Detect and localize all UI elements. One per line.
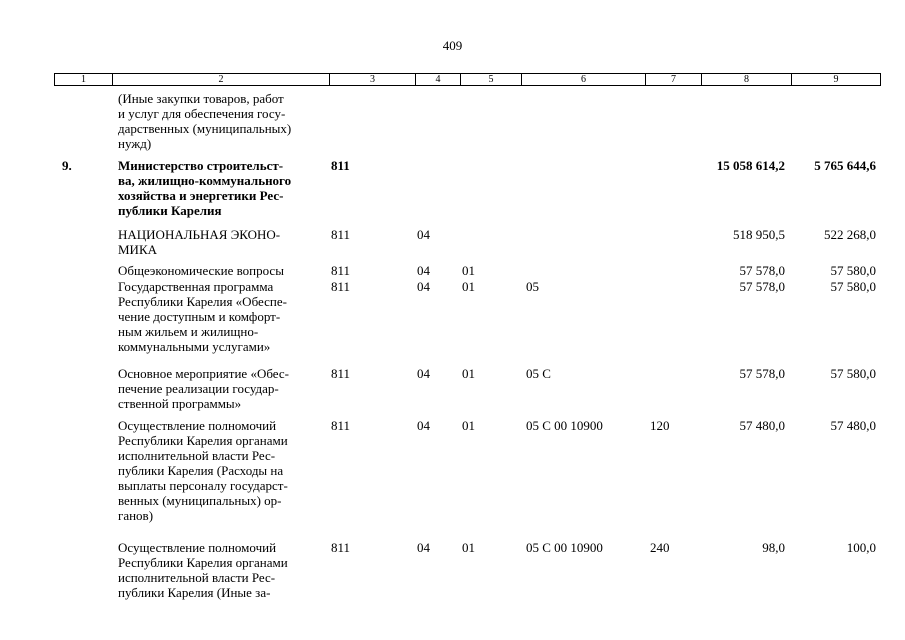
- subsection-code: 01: [462, 366, 475, 381]
- ministry-code: 811: [331, 263, 351, 278]
- row-name-line: Государственная программа: [118, 279, 274, 294]
- amount-col-8: 57 578,0: [739, 279, 785, 294]
- row-name-line: венных (муниципальных) ор-: [118, 493, 282, 508]
- ministry-code: 811: [331, 366, 351, 381]
- row-name-line: Общеэкономические вопросы: [118, 263, 284, 278]
- amount-col-9: 57 580,0: [830, 263, 876, 278]
- row-name-line: МИКА: [118, 242, 158, 257]
- subsection-code: 01: [462, 279, 475, 294]
- section-code: 04: [417, 366, 430, 381]
- section-code: 04: [417, 418, 430, 433]
- row-name: [118, 418, 323, 523]
- ministry-code: 811: [331, 158, 350, 173]
- ministry-code: 811: [331, 540, 351, 555]
- section-code: 04: [417, 279, 430, 294]
- target-article-code: 05: [526, 279, 539, 294]
- row-name-line: публики Карелия (Расходы на: [118, 463, 284, 478]
- row-name-line: Осуществление полномочий: [118, 540, 277, 555]
- row-name-line: Республики Карелия органами: [118, 555, 288, 570]
- amount-col-8: 15 058 614,2: [716, 158, 785, 173]
- amount-col-8: 57 578,0: [739, 263, 785, 278]
- amount-col-8: 98,0: [762, 540, 785, 555]
- amount-col-8: 57 480,0: [739, 418, 785, 433]
- row-name-line: Осуществление полномочий: [118, 418, 277, 433]
- row-name-line: ва, жилищно-коммунального: [118, 173, 292, 188]
- row-name-line: и услуг для обеспечения госу-: [118, 106, 286, 121]
- header-col-1: 1: [81, 74, 86, 85]
- ministry-code: 811: [331, 227, 351, 242]
- row-number: 9.: [62, 158, 72, 173]
- subsection-code: 01: [462, 418, 475, 433]
- amount-col-9: 57 580,0: [830, 279, 876, 294]
- table-header: [54, 73, 881, 86]
- row-name-line: ственной программы»: [118, 396, 242, 411]
- row-name: [118, 540, 323, 600]
- section-code: 04: [417, 227, 430, 242]
- target-article-code: 05 С 00 10900: [526, 418, 603, 433]
- row-name-line: исполнительной власти Рес-: [118, 448, 276, 463]
- row-name-line: дарственных (муниципальных): [118, 121, 292, 136]
- row-name-line: исполнительной власти Рес-: [118, 570, 276, 585]
- header-col-6: 6: [521, 74, 645, 85]
- row-name-line: нужд): [118, 136, 152, 151]
- row-name: [118, 91, 323, 151]
- row-name-line: Республики Карелия органами: [118, 433, 288, 448]
- ministry-code: 811: [331, 418, 351, 433]
- amount-col-9: 57 480,0: [830, 418, 876, 433]
- row-name-line: коммунальными услугами»: [118, 339, 271, 354]
- row-name-line: НАЦИОНАЛЬНАЯ ЭКОНО-: [118, 227, 281, 242]
- header-col-3: 3: [329, 74, 415, 85]
- header-col-2: 2: [112, 74, 329, 85]
- subsection-code: 01: [462, 540, 475, 555]
- row-name-line: Министерство строительст-: [118, 158, 284, 173]
- amount-col-8: 57 578,0: [739, 366, 785, 381]
- row-name-line: печение реализации государ-: [118, 381, 279, 396]
- amount-col-9: 100,0: [846, 540, 876, 555]
- header-col-7: 7: [645, 74, 701, 85]
- row-name-line: публики Карелия: [118, 203, 222, 218]
- amount-col-8: 518 950,5: [733, 227, 785, 242]
- row-name: [118, 366, 323, 411]
- amount-col-9: 522 268,0: [824, 227, 876, 242]
- header-col-4: 4: [415, 74, 460, 85]
- row-name-line: ганов): [118, 508, 154, 523]
- header-col-9: 9: [791, 74, 880, 85]
- row-name-line: хозяйства и энергетики Рес-: [118, 188, 284, 203]
- row-name: [118, 158, 323, 218]
- page-number: 409: [442, 38, 463, 53]
- expense-type-code: 240: [650, 540, 670, 555]
- amount-col-9: 5 765 644,6: [814, 158, 876, 173]
- row-name: [118, 227, 323, 257]
- row-name-line: публики Карелия (Иные за-: [118, 585, 271, 600]
- target-article-code: 05 С 00 10900: [526, 540, 603, 555]
- expense-type-code: 120: [650, 418, 670, 433]
- row-name-line: выплаты персоналу государст-: [118, 478, 288, 493]
- row-name-line: чение доступным и комфорт-: [118, 309, 281, 324]
- section-code: 04: [417, 540, 430, 555]
- row-name-line: (Иные закупки товаров, работ: [118, 91, 284, 106]
- row-name: [118, 263, 323, 278]
- row-name-line: Основное мероприятие «Обес-: [118, 366, 289, 381]
- subsection-code: 01: [462, 263, 475, 278]
- row-name: [118, 279, 323, 354]
- section-code: 04: [417, 263, 430, 278]
- ministry-code: 811: [331, 279, 351, 294]
- header-col-5: 5: [460, 74, 521, 85]
- row-name-line: Республики Карелия «Обеспе-: [118, 294, 287, 309]
- row-name-line: ным жильем и жилищно-: [118, 324, 259, 339]
- amount-col-9: 57 580,0: [830, 366, 876, 381]
- header-col-8: 8: [701, 74, 791, 85]
- target-article-code: 05 С: [526, 366, 551, 381]
